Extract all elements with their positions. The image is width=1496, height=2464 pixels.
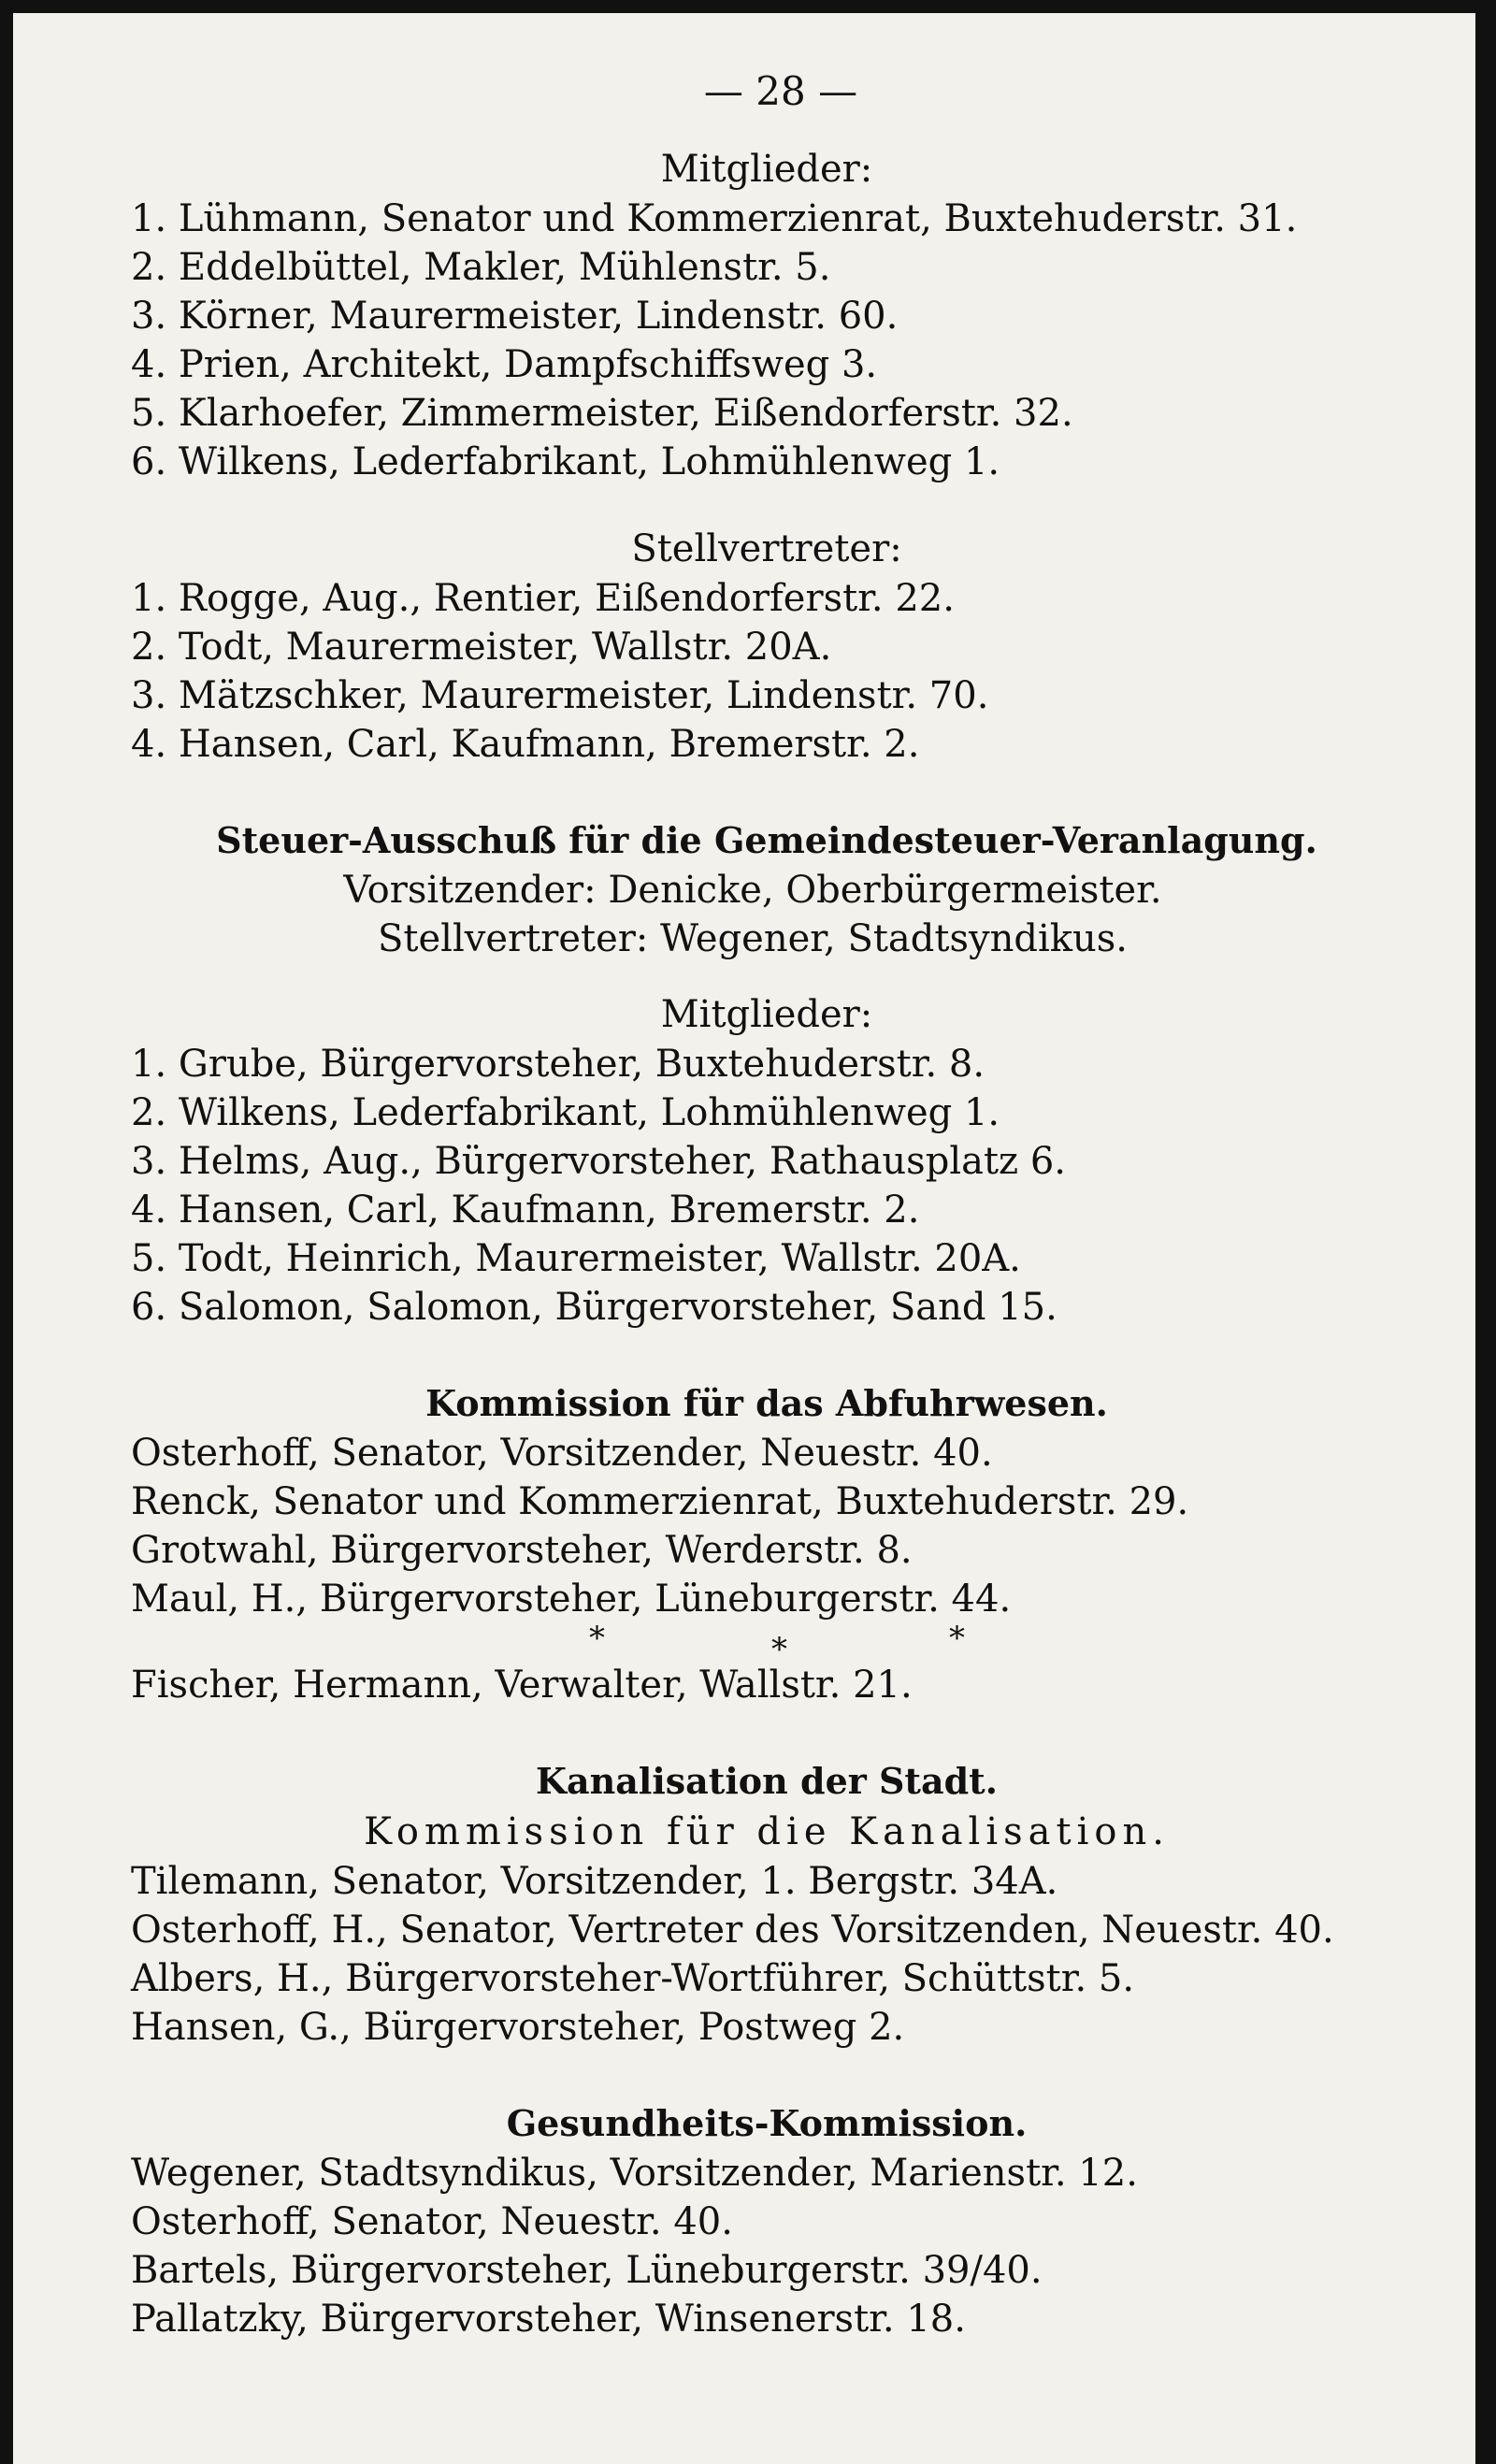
commission-member-line: Osterhoff, H., Senator, Vertreter des Vorsitzenden, Neuestr. 40. xyxy=(131,1909,1334,1952)
member-line: 5. Todt, Heinrich, Maurermeister, Wallstr. 20A. xyxy=(131,1237,1021,1280)
member-line: 2. Wilkens, Lederfabrikant, Lohmühlenweg 1. xyxy=(131,1091,1000,1134)
commission-member-line: Wegener, Stadtsyndikus, Vorsitzender, Marienstr. 12. xyxy=(131,2152,1138,2195)
member-line: 4. Hansen, Carl, Kaufmann, Bremerstr. 2. xyxy=(131,1189,920,1232)
deputy-line: 2. Todt, Maurermeister, Wallstr. 20A. xyxy=(131,626,832,669)
deputy-line: 1. Rogge, Aug., Rentier, Eißendorferstr. 22. xyxy=(131,577,955,620)
chair-line: Vorsitzender: Denicke, Oberbürgermeister. xyxy=(343,869,1162,912)
member-line: 4. Prien, Architekt, Dampfschiffsweg 3. xyxy=(131,343,878,386)
kanalisation-subtitle: Kommission für die Kanalisation. xyxy=(364,1810,1170,1853)
scan-edge-left xyxy=(0,0,13,2464)
commission-member-line: Tilemann, Senator, Vorsitzender, 1. Bergstr. 34A. xyxy=(131,1860,1058,1903)
section-title-abfuhrwesen: Kommission für das Abfuhrwesen. xyxy=(425,1382,1108,1424)
member-line: 3. Körner, Maurermeister, Lindenstr. 60. xyxy=(131,295,899,338)
commission-member-line: Osterhoff, Senator, Vorsitzender, Neuestr. 40. xyxy=(131,1432,993,1475)
members-heading: Mitglieder: xyxy=(660,993,873,1036)
administrator-line: Fischer, Hermann, Verwalter, Wallstr. 21. xyxy=(131,1664,913,1707)
members-heading: Mitglieder: xyxy=(660,148,873,191)
page-number: — 28 — xyxy=(703,68,858,114)
commission-member-line: Albers, H., Bürgervorsteher-Wortführer, Schüttstr. 5. xyxy=(131,1957,1135,2000)
asterism-divider xyxy=(131,1620,1346,1668)
commission-member-line: Bartels, Bürgervorsteher, Lüneburgerstr. 39/40. xyxy=(131,2249,1043,2292)
member-line: 6. Wilkens, Lederfabrikant, Lohmühlenweg 1. xyxy=(131,440,1000,483)
member-line: 3. Helms, Aug., Bürgervorsteher, Rathausplatz 6. xyxy=(131,1140,1066,1183)
commission-member-line: Hansen, G., Bürgervorsteher, Postweg 2. xyxy=(131,2006,905,2049)
commission-member-line: Pallatzky, Bürgervorsteher, Winsenerstr. 18. xyxy=(131,2298,966,2341)
deputies-heading: Stellvertreter: xyxy=(631,527,902,570)
commission-member-line: Grotwahl, Bürgervorsteher, Werderstr. 8. xyxy=(131,1529,913,1572)
deputy-line: 3. Mätzschker, Maurermeister, Lindenstr. 70. xyxy=(131,674,989,717)
deputy-line: 4. Hansen, Carl, Kaufmann, Bremerstr. 2. xyxy=(131,723,920,766)
member-line: 1. Grube, Bürgervorsteher, Buxtehuderstr. 8. xyxy=(131,1043,985,1086)
member-line: 1. Lühmann, Senator und Kommerzienrat, Buxtehuderstr. 31. xyxy=(131,197,1298,240)
asterisk: * xyxy=(771,1631,787,1668)
asterisk: * xyxy=(589,1620,605,1657)
commission-member-line: Renck, Senator und Kommerzienrat, Buxtehuderstr. 29. xyxy=(131,1480,1189,1523)
page-content xyxy=(131,65,1346,2343)
commission-member-line: Maul, H., Bürgervorsteher, Lüneburgerstr. 44. xyxy=(131,1578,1012,1621)
member-line: 5. Klarhoefer, Zimmermeister, Eißendorferstr. 32. xyxy=(131,392,1073,435)
section-title-gesundheits-kommission: Gesundheits-Kommission. xyxy=(506,2102,1028,2144)
asterisk: * xyxy=(949,1620,965,1657)
vice-chair-line: Stellvertreter: Wegener, Stadtsyndikus. xyxy=(378,917,1128,960)
scan-edge-right xyxy=(1475,0,1496,2464)
commission-member-line: Osterhoff, Senator, Neuestr. 40. xyxy=(131,2200,733,2243)
member-line: 6. Salomon, Salomon, Bürgervorsteher, Sand 15. xyxy=(131,1286,1057,1329)
section-title-steuer-ausschuss: Steuer-Ausschuß für die Gemeindesteuer-Veranlagung. xyxy=(216,819,1317,861)
scan-edge-top xyxy=(0,0,1496,13)
member-line: 2. Eddelbüttel, Makler, Mühlenstr. 5. xyxy=(131,246,831,289)
section-title-kanalisation: Kanalisation der Stadt. xyxy=(536,1760,998,1802)
